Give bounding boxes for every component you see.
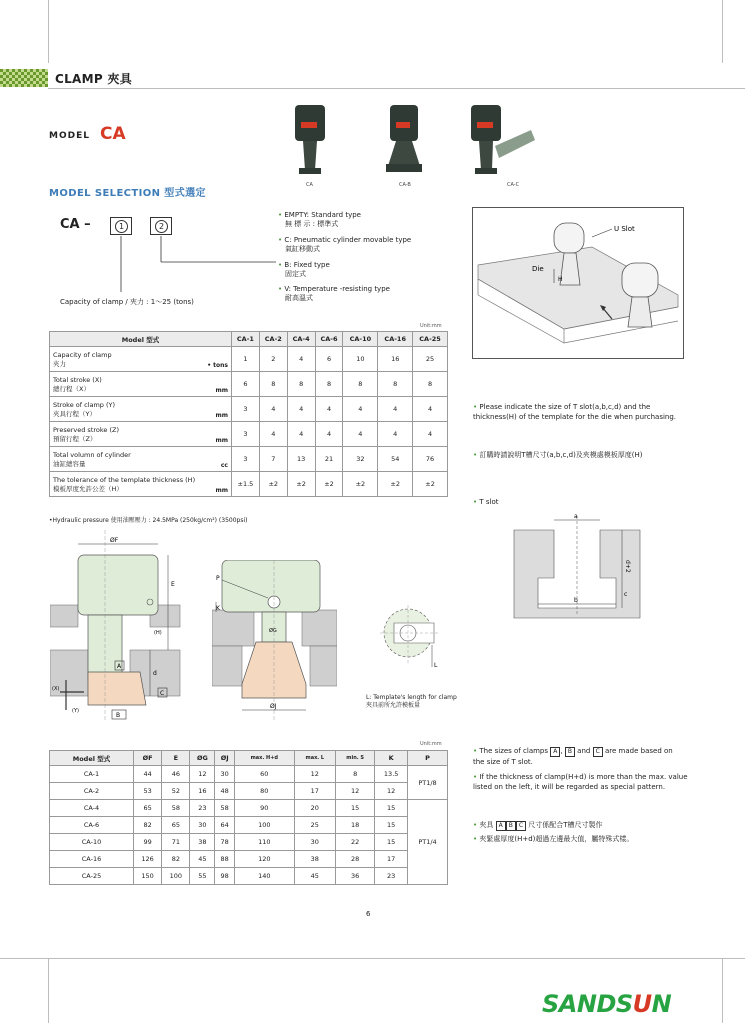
- spec-header-ca25: CA-25: [413, 332, 448, 347]
- cell: 38: [190, 834, 215, 851]
- cell: 8: [335, 766, 374, 783]
- cell: 15: [375, 817, 408, 834]
- bullet-icon: •: [278, 236, 285, 244]
- cell: 78: [215, 834, 235, 851]
- table-row: [50, 834, 448, 851]
- option-empty-en: EMPTY: Standard type: [284, 211, 361, 219]
- dim-header: min. S: [335, 751, 374, 766]
- cell: 18: [335, 817, 374, 834]
- table2-unit: Unit:mm: [420, 741, 442, 747]
- option-v-zh: 耐高溫式: [285, 294, 313, 302]
- spec-header-ca1: CA-1: [232, 332, 260, 347]
- phiJ-label: ØJ: [270, 703, 277, 710]
- A-label: A: [117, 663, 122, 670]
- tag-c: C: [593, 747, 603, 757]
- table-row: [50, 783, 448, 800]
- cell-p: PT1/8: [408, 766, 448, 800]
- cell: 99: [134, 834, 162, 851]
- cell: 28: [335, 851, 374, 868]
- purchase-note-en-text: Please indicate the size of T slot(a,b,c,d) and the thickness(H) of the template for the die when purchasing.: [473, 403, 677, 421]
- cell: 21: [315, 447, 343, 472]
- row-label: Capacity of clamp 夾力 • tons: [50, 347, 232, 372]
- cell: CA-16: [50, 851, 134, 868]
- bullet-icon: •: [473, 773, 480, 781]
- option-empty-zh: 無 標 示 : 標準式: [285, 220, 339, 228]
- cell: 13: [287, 447, 315, 472]
- dim-header: max. L: [294, 751, 335, 766]
- spec-header-ca16: CA-16: [378, 332, 413, 347]
- cell: 25: [413, 347, 448, 372]
- bottom-note-4: [473, 834, 673, 844]
- tag-b: B: [506, 821, 516, 831]
- margin-line-left-bottom: [48, 958, 49, 1023]
- model-name: CA: [100, 124, 126, 144]
- cell: 4: [287, 397, 315, 422]
- cell: ±2: [315, 472, 343, 497]
- cell: 7: [259, 447, 287, 472]
- cell: 16: [190, 783, 215, 800]
- K-label: K: [216, 605, 220, 612]
- purchase-note-zh-text: 訂購時請說明T槽尺寸(a,b,c,d)及夾模處模板厚度(H): [479, 451, 643, 459]
- cell: 45: [190, 851, 215, 868]
- template-length-note: [366, 694, 457, 710]
- cell: CA-4: [50, 800, 134, 817]
- cell: 88: [215, 851, 235, 868]
- spec-table-header: [50, 332, 448, 347]
- bullet-icon: •: [473, 403, 480, 411]
- cell: 8: [343, 372, 378, 397]
- cell: 8: [378, 372, 413, 397]
- cell: 4: [259, 422, 287, 447]
- cell: 6: [232, 372, 260, 397]
- cell: 8: [413, 372, 448, 397]
- table1-unit: Unit:mm: [420, 323, 442, 329]
- Y-label: (Y): [72, 708, 79, 714]
- h-label: H: [558, 276, 563, 283]
- footer-rule: [0, 958, 745, 959]
- tslot-b-label: b: [574, 597, 578, 604]
- option-v: [278, 285, 390, 303]
- cell: 3: [232, 397, 260, 422]
- option-b: [278, 261, 330, 279]
- cell: 140: [234, 868, 294, 885]
- bullet-icon: •: [473, 835, 480, 843]
- cell: 15: [375, 834, 408, 851]
- logo-part-2: U: [632, 990, 652, 1018]
- tslot-c-label: c: [624, 591, 628, 598]
- row-label: Total volumn of cylinder 油缸總容量 cc: [50, 447, 232, 472]
- clamp-drawing-top: [380, 605, 450, 675]
- cell: 52: [162, 783, 190, 800]
- tslot-title: [473, 497, 703, 507]
- dim-header: P: [408, 751, 448, 766]
- cell: 17: [294, 783, 335, 800]
- cell: 58: [215, 800, 235, 817]
- cell: 53: [134, 783, 162, 800]
- cell: 8: [315, 372, 343, 397]
- cell: 6: [315, 347, 343, 372]
- die-label: Die: [532, 265, 544, 273]
- E-label: E: [171, 581, 175, 588]
- cell: ±2: [343, 472, 378, 497]
- cell-p: PT1/4: [408, 800, 448, 885]
- L-label: L: [434, 662, 438, 669]
- template-length-en: L: Template's length for clamp: [366, 694, 457, 701]
- row-label: Preserved stroke (Z) 預留行程（Z） mm: [50, 422, 232, 447]
- spec-table: [49, 331, 448, 497]
- spec-header-ca2: CA-2: [259, 332, 287, 347]
- dim-header: ØJ: [215, 751, 235, 766]
- tslot-d-label: d+2: [624, 560, 631, 573]
- cell: ±2: [378, 472, 413, 497]
- cell: ±2: [259, 472, 287, 497]
- logo-part-1: SANDS: [542, 990, 633, 1018]
- logo-part-3: N: [651, 990, 672, 1018]
- table-row: [50, 851, 448, 868]
- cell: 82: [162, 851, 190, 868]
- cell: 23: [190, 800, 215, 817]
- cell: 120: [234, 851, 294, 868]
- cell: 4: [413, 422, 448, 447]
- option-b-zh: 固定式: [285, 270, 306, 278]
- product-caption-ca-b: CA-B: [399, 182, 411, 188]
- cell: 8: [259, 372, 287, 397]
- application-diagram: [472, 207, 684, 359]
- cell: 48: [215, 783, 235, 800]
- cell: 150: [134, 868, 162, 885]
- bullet-icon: •: [473, 821, 480, 829]
- row-label: Stroke of clamp (Y) 夾具行程（Y） mm: [50, 397, 232, 422]
- cell: 13.5: [375, 766, 408, 783]
- code-prefix: CA –: [60, 217, 91, 232]
- dim-header: max. H+d: [234, 751, 294, 766]
- cell: 2: [259, 347, 287, 372]
- model-selection-title: MODEL SELECTION 型式選定: [49, 188, 206, 199]
- B-label: B: [116, 712, 121, 719]
- bottom-note-1b: are made based on the size of T slot.: [473, 747, 673, 766]
- bullet-icon: •: [473, 451, 480, 459]
- table-row: [50, 397, 448, 422]
- cell: 12: [190, 766, 215, 783]
- cell: 1: [232, 347, 260, 372]
- purchase-note-zh: [473, 450, 688, 460]
- bullet-icon: •: [473, 747, 480, 755]
- cell: 30: [294, 834, 335, 851]
- cell: 100: [162, 868, 190, 885]
- table-row: [50, 372, 448, 397]
- code-circle-2: 2: [155, 220, 168, 233]
- bullet-icon: •: [473, 498, 480, 506]
- option-c: [278, 236, 411, 254]
- dim-header: Model 型式: [50, 751, 134, 766]
- cell: 46: [162, 766, 190, 783]
- cell: 98: [215, 868, 235, 885]
- cell: 58: [162, 800, 190, 817]
- cell: ±2: [287, 472, 315, 497]
- cell: CA-2: [50, 783, 134, 800]
- dim-header: ØF: [134, 751, 162, 766]
- bullet-icon: •: [278, 211, 285, 219]
- option-b-en: B: Fixed type: [284, 261, 330, 269]
- cell: 110: [234, 834, 294, 851]
- tslot-title-text: T slot: [479, 498, 499, 506]
- header-title: CLAMP 夾具: [55, 72, 133, 86]
- cell: 15: [375, 800, 408, 817]
- page-number: 6: [366, 910, 371, 918]
- cell: CA-25: [50, 868, 134, 885]
- phiG-label: ØG: [269, 628, 277, 634]
- dim-header: E: [162, 751, 190, 766]
- cell: 55: [190, 868, 215, 885]
- tag-b: B: [565, 747, 575, 757]
- cell: 4: [413, 397, 448, 422]
- cell: 10: [343, 347, 378, 372]
- cell: 71: [162, 834, 190, 851]
- code-circle-1: 1: [115, 220, 128, 233]
- product-photo-ca-c: [465, 100, 545, 180]
- margin-line-right-bottom: [722, 958, 723, 1023]
- H-label: (H): [154, 630, 162, 636]
- bottom-note-3b: 尺寸係配合T槽尺寸製作: [528, 821, 603, 829]
- bottom-note-2: [473, 772, 688, 792]
- bottom-note-2-text: If the thickness of clamp(H+d) is more than the max. value listed on the left, it will be regarded as special pattern.: [473, 773, 688, 791]
- cell: 8: [287, 372, 315, 397]
- cell: 30: [190, 817, 215, 834]
- cell: 12: [335, 783, 374, 800]
- cell: 65: [134, 800, 162, 817]
- table-row: [50, 800, 448, 817]
- cell: 12: [375, 783, 408, 800]
- cell: 4: [287, 347, 315, 372]
- product-caption-ca-c: CA-C: [507, 182, 520, 188]
- cell: 54: [378, 447, 413, 472]
- bullet-icon: •: [278, 261, 285, 269]
- bottom-note-3: [473, 820, 688, 831]
- d-label: d: [153, 670, 157, 677]
- cell: 25: [294, 817, 335, 834]
- option-v-en: V: Temperature -resisting type: [284, 285, 390, 293]
- cell: 30: [215, 766, 235, 783]
- hydraulic-note: •Hydraulic pressure 使用油壓壓力 : 24.5MPa (250kg/cm²) (3500psi): [49, 517, 248, 524]
- purchase-note-en: [473, 402, 688, 422]
- table-row: [50, 472, 448, 497]
- clamp-drawing-side: [212, 560, 337, 730]
- cell: 80: [234, 783, 294, 800]
- table-row: [50, 868, 448, 885]
- cell: 3: [232, 447, 260, 472]
- cell: 4: [315, 397, 343, 422]
- selection-connector-lines: [0, 0, 300, 320]
- spec-header-ca10: CA-10: [343, 332, 378, 347]
- bottom-note-1: • The sizes of clamps A , B and C are made based on the size of T slot.: [473, 747, 673, 766]
- tag-c: C: [516, 821, 526, 831]
- spec-header-ca6: CA-6: [315, 332, 343, 347]
- table-row: [50, 447, 448, 472]
- table-row: [50, 817, 448, 834]
- dim-header: K: [375, 751, 408, 766]
- tslot-drawing: [512, 510, 642, 620]
- cell: 90: [234, 800, 294, 817]
- cell: 100: [234, 817, 294, 834]
- capacity-note: Capacity of clamp / 夾力 : 1～25 (tons): [60, 298, 194, 306]
- X-label: (X): [52, 686, 60, 692]
- cell: 16: [378, 347, 413, 372]
- tag-a: A: [496, 821, 506, 831]
- bottom-note-3a: 夾具: [479, 821, 494, 829]
- margin-line-right: [722, 0, 723, 63]
- cell: 23: [375, 868, 408, 885]
- C-label: C: [160, 690, 165, 697]
- P-label: P: [216, 575, 220, 582]
- cell: 82: [134, 817, 162, 834]
- table-row: [50, 766, 448, 783]
- cell: 45: [294, 868, 335, 885]
- product-photo-ca-b: [380, 100, 430, 180]
- product-caption-ca: CA: [306, 182, 313, 188]
- cell: 44: [134, 766, 162, 783]
- option-c-zh: 氣缸移動式: [285, 245, 320, 253]
- cell: CA-10: [50, 834, 134, 851]
- cell: 4: [343, 397, 378, 422]
- cell: ±2: [413, 472, 448, 497]
- dimension-table: [49, 750, 448, 885]
- cell: 4: [315, 422, 343, 447]
- tslot-a-label: a: [574, 513, 578, 520]
- cell: 12: [294, 766, 335, 783]
- row-label: The tolerance of the template thickness (H) 模板厚度允許公差（H） mm: [50, 472, 232, 497]
- cell: CA-6: [50, 817, 134, 834]
- cell: CA-1: [50, 766, 134, 783]
- bottom-note-1a: The sizes of clamps: [479, 747, 549, 755]
- cell: 65: [162, 817, 190, 834]
- cell: 3: [232, 422, 260, 447]
- cell: 4: [343, 422, 378, 447]
- cell: 22: [335, 834, 374, 851]
- cell: 32: [343, 447, 378, 472]
- phiF-label: ØF: [110, 537, 119, 544]
- table-row: [50, 422, 448, 447]
- spec-header-model: Model 型式: [50, 332, 232, 347]
- cell: 4: [378, 397, 413, 422]
- cell: 60: [234, 766, 294, 783]
- sandsun-logo: [542, 990, 671, 1018]
- cell: 4: [287, 422, 315, 447]
- cell: 20: [294, 800, 335, 817]
- model-label: MODEL: [49, 131, 90, 141]
- option-empty: [278, 211, 361, 229]
- clamp-drawing-front: [50, 530, 190, 725]
- cell: ±1.5: [232, 472, 260, 497]
- u-slot-label: U Slot: [614, 225, 635, 233]
- spec-header-ca4: CA-4: [287, 332, 315, 347]
- tag-a: A: [550, 747, 560, 757]
- bullet-icon: •: [278, 285, 285, 293]
- option-c-en: C: Pneumatic cylinder movable type: [284, 236, 412, 244]
- template-length-zh: 夾具前所允許模板量: [366, 702, 421, 709]
- cell: 64: [215, 817, 235, 834]
- cell: 15: [335, 800, 374, 817]
- dim-header: ØG: [190, 751, 215, 766]
- cell: 126: [134, 851, 162, 868]
- dimension-table-header: [50, 751, 448, 766]
- bottom-note-4-text: 夾緊處厚度(H+d)超過左邊最大值，屬特殊式樣。: [479, 835, 634, 843]
- table-row: [50, 347, 448, 372]
- cell: 17: [375, 851, 408, 868]
- cell: 4: [259, 397, 287, 422]
- cell: 4: [378, 422, 413, 447]
- row-label: Total stroke (X) 總行程（X） mm: [50, 372, 232, 397]
- cell: 38: [294, 851, 335, 868]
- cell: 76: [413, 447, 448, 472]
- cell: 36: [335, 868, 374, 885]
